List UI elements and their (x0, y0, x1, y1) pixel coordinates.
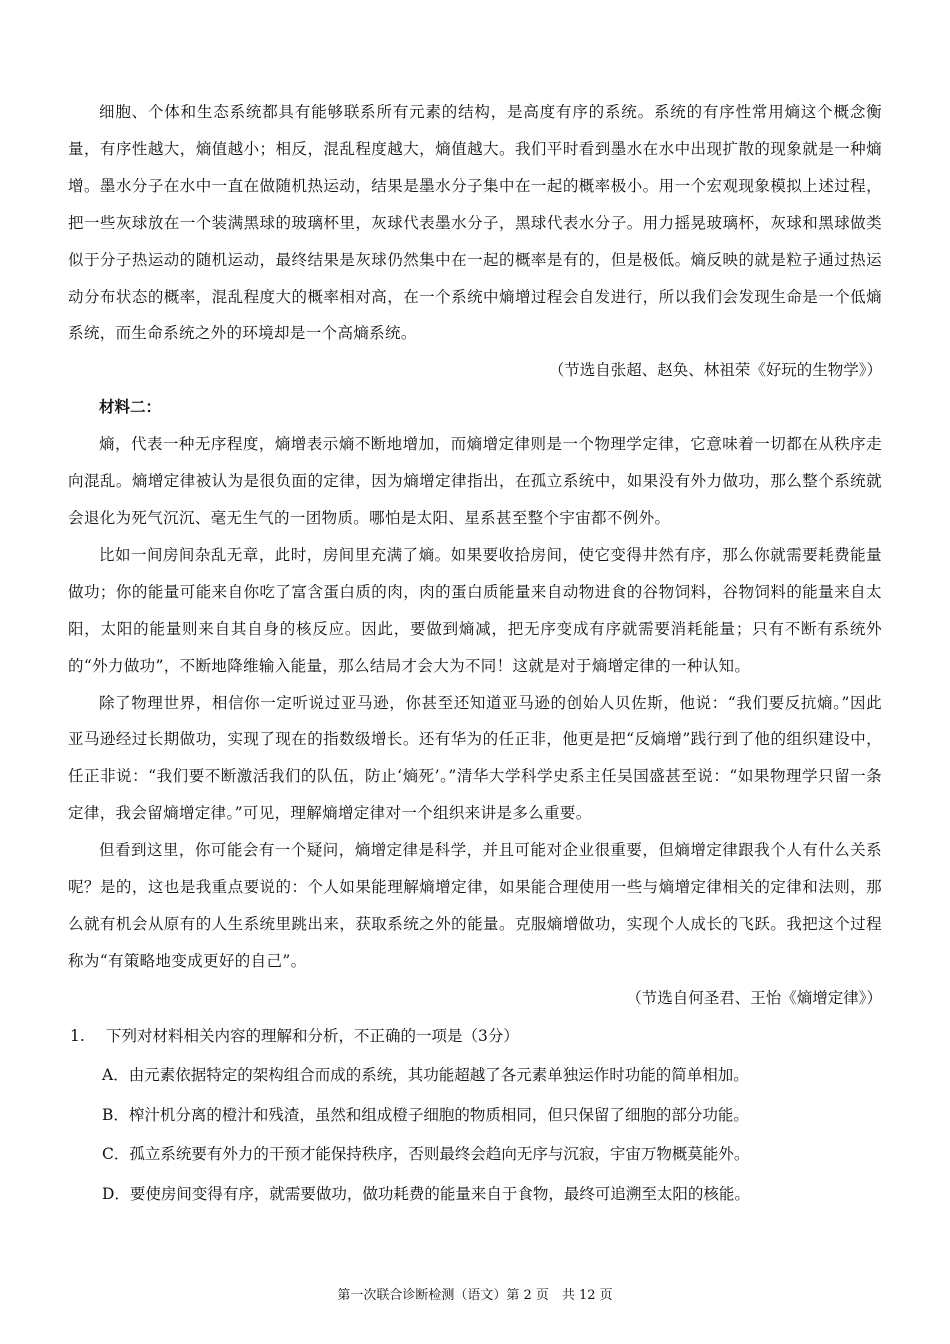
material2-paragraph-1: 熵，代表一种无序程度，熵增表示熵不断地增加，而熵增定律则是一个物理学定律，它意味着一切都在从秩序走向混乱。熵增定律被认为是很负面的定律，因为熵增定律指出，在孤立系统中，如果没有外力做功，那么整个系统就会退化为死气沉沉、毫无生气的一团物质。哪怕是太阳、星系甚至整个宇宙都不例外。 (68, 435, 882, 527)
material2-source: （节选自何圣君、王怡《熵增定律》） (626, 988, 882, 1007)
material1-paragraph: 细胞、个体和生态系统都具有能够联系所有元素的结构，是高度有序的系统。系统的有序性常用熵这个概念衡量，有序性越大，熵值越小；相反，混乱程度越大，熵值越大。我们平时看到墨水在水中出现扩散的现象就是一种熵增。墨水分子在水中一直在做随机热运动，结果是墨水分子集中在一起的概率极小。用一个宏观现象模拟上述过程，把一些灰球放在一个装满黑球的玻璃杯里，灰球代表墨水分子，黑球代表水分子。用力摇晃玻璃杯，灰球和黑球做类似于分子热运动的随机运动，最终结果是灰球仍然集中在一起的概率是有的，但是极低。熵反映的就是粒子通过热运动分布状态的概率，混乱程度大的概率相对高，在一个系统中熵增过程会自发进行，所以我们会发现生命是一个低熵系统，而生命系统之外的环境却是一个高熵系统。 (68, 103, 882, 343)
question-1-text: 下列对材料相关内容的理解和分析，不正确的一项是（3分） (106, 1026, 519, 1045)
material2-paragraph-3: 除了物理世界，相信你一定听说过亚马逊，你甚至还知道亚马逊的创始人贝佐斯，他说：“我们要反抗熵。”因此亚马逊经过长期做功，实现了现在的指数级增长。还有华为的任正非，他更是把“反熵增”践行到了他的组织建设中，任正非说：“我们要不断激活我们的队伍，防止‘熵死’。”清华大学科学史系主任吴国盛甚至说：“如果物理学只留一条定律，我会留熵增定律。”可见，理解熵增定律对一个组织来讲是多么重要。 (68, 693, 882, 823)
material2-paragraph-4: 但看到这里，你可能会有一个疑问，熵增定律是科学，并且可能对企业很重要，但熵增定律跟我个人有什么关系呢？是的，这也是我重点要说的：个人如果能理解熵增定律，如果能合理使用一些与熵增定律相关的定律和法则，那么就有机会从原有的人生系统里跳出来，获取系统之外的能量。克服熵增做功，实现个人成长的飞跃。我把这个过程称为“有策略地变成更好的自己”。 (68, 841, 882, 970)
question-1-option-a: A．由元素依据特定的架构组合而成的系统，其功能超越了各元素单独运作时功能的简单相加。 (102, 1066, 749, 1085)
question-1-option-d: D．要使房间变得有序，就需要做功，做功耗费的能量来自于食物，最终可追溯至太阳的核能。 (102, 1184, 750, 1203)
question-1-option-c: C．孤立系统要有外力的干预才能保持秩序，否则最终会趋向无序与沉寂，宇宙万物概莫能外。 (102, 1145, 750, 1164)
question-1-option-b: B．榨汁机分离的橙汁和残渣，虽然和组成橙子细胞的物质相同，但只保留了细胞的部分功能。 (102, 1105, 749, 1124)
material2-heading: 材料二： (99, 398, 162, 417)
document-body (68, 94, 882, 1214)
page-footer: 第一次联合诊断检测（语文）第 2 页 共 12 页 (337, 1288, 613, 1303)
question-1-number: 1. (70, 1026, 85, 1045)
material2-paragraph-2: 比如一间房间杂乱无章，此时，房间里充满了熵。如果要收拾房间，使它变得井然有序，那么你就需要耗费能量做功；你的能量可能来自你吃了富含蛋白质的肉，肉的蛋白质能量来自动物进食的谷物饲料，谷物饲料的能量来自太阳，太阳的能量则来自其自身的核反应。因此，要做到熵减，把无序变成有序就需要消耗能量；只有不断有系统外的“外力做功”，不断地降维输入能量，那么结局才会大为不同！这就是对于熵增定律的一种认知。 (68, 545, 882, 675)
question-1-stem (68, 1017, 882, 1057)
material1-source: （节选自张超、赵奂、林祖荣《好玩的生物学》） (548, 361, 882, 380)
